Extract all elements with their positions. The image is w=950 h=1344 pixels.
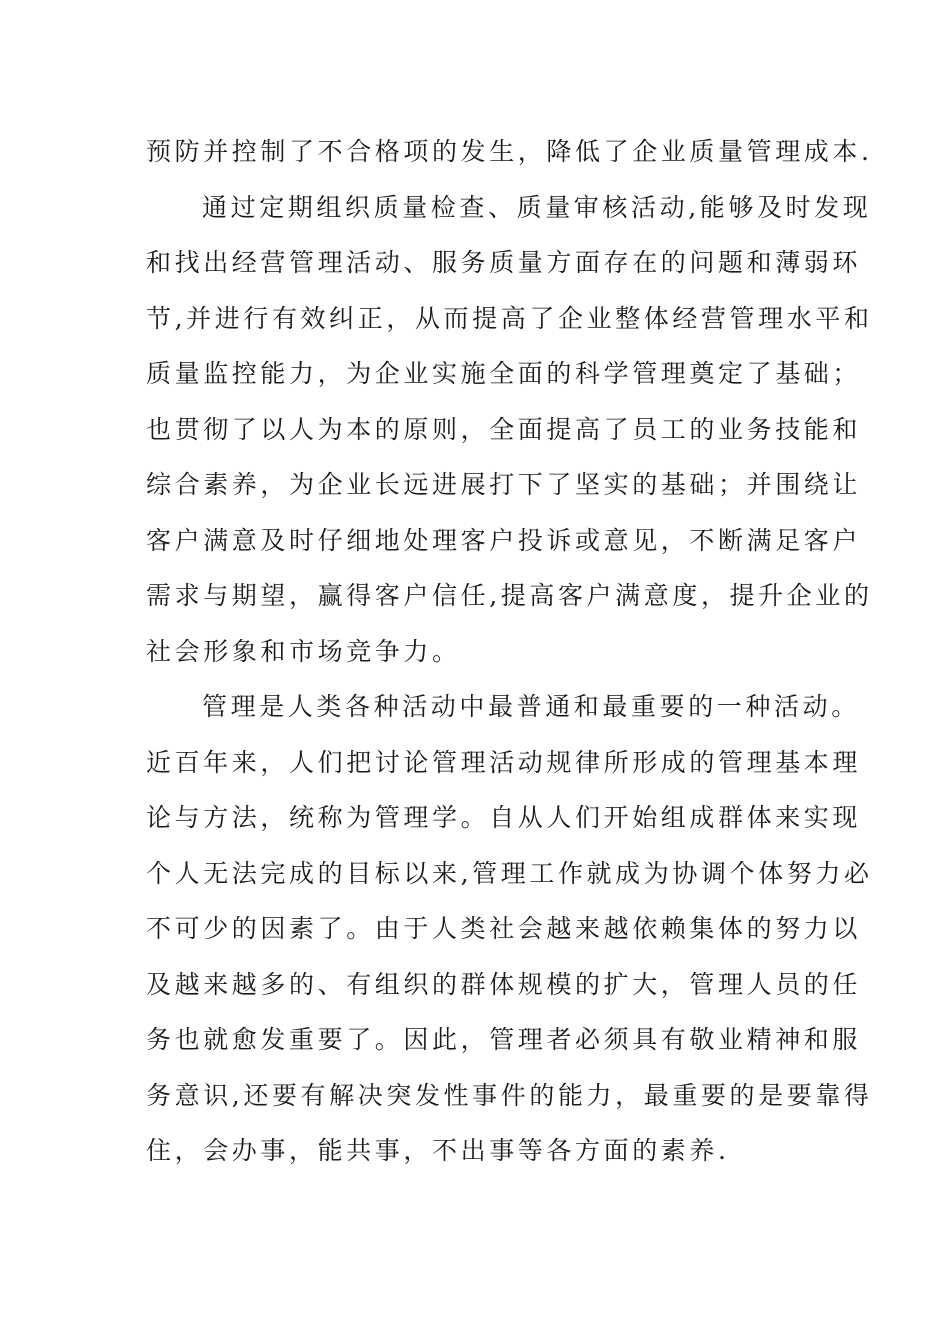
text-line: 客户满意及时仔细地处理客户投诉或意见，不断满足客户 [146,525,862,555]
text-line: 近百年来，人们把讨论管理活动规律所形成的管理基本理 [146,747,862,777]
text-line: 综合素养，为企业长远进展打下了坚实的基础；并围绕让 [146,470,862,499]
text-line: 论与方法，统称为管理学。自从人们开始组成群体来实现 [146,803,862,832]
body-text [146,124,873,1179]
text-line: 通过定期组织质量检查、质量审核活动,能够及时发现 [202,192,872,222]
text-line: 务意识,还要有解决突发性事件的能力，最重要的是要靠得 [146,1080,873,1110]
text-line: 预防并控制了不合格项的发生，降低了企业质量管理成本. [146,137,873,166]
text-line: 住，会办事，能共事，不出事等各方面的素养. [146,1136,730,1165]
text-line: 节,并进行有效纠正，从而提高了企业整体经营管理水平和 [146,303,873,333]
text-line: 也贯彻了以人为本的原则，全面提高了员工的业务技能和 [146,414,862,444]
text-line: 及越来越多的、有组织的群体规模的扩大，管理人员的任 [146,969,862,999]
text-line: 不可少的因素了。由于人类社会越来越依赖集体的努力以 [146,914,862,943]
text-line: 需求与期望，赢得客户信任,提高客户满意度，提升企业的 [146,581,873,610]
text-line: 个人无法完成的目标以来,管理工作就成为协调个体努力必 [146,858,873,888]
text-line: 管理是人类各种活动中最普通和最重要的一种活动。 [202,692,860,721]
text-line: 和找出经营管理活动、服务质量方面存在的问题和薄弱环 [146,248,862,277]
text-line: 质量监控能力，为企业实施全面的科学管理奠定了基础； [146,359,862,388]
text-line: 务也就愈发重要了。因此，管理者必须具有敬业精神和服 [146,1025,862,1054]
text-line: 社会形象和市场竞争力。 [146,636,461,666]
